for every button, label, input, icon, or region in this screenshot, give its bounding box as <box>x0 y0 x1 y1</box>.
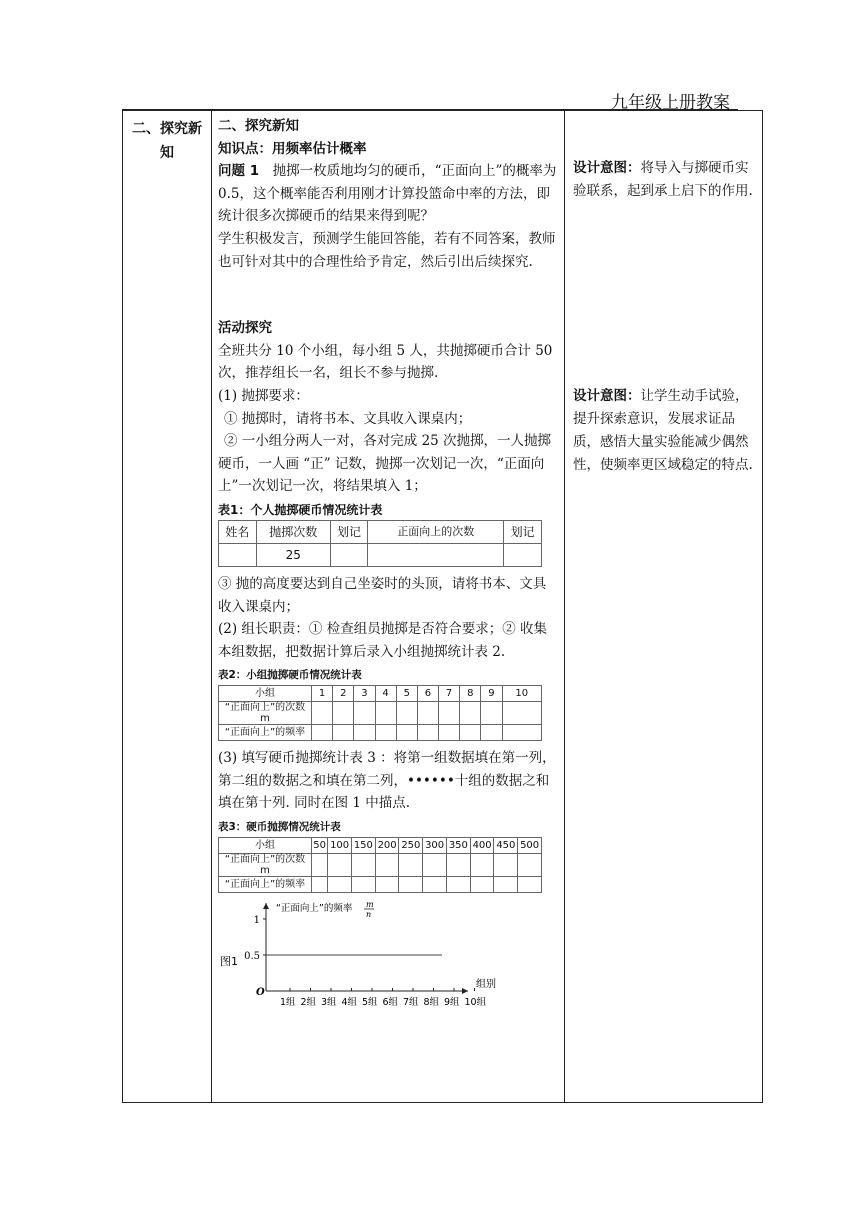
knowledge-point: 知识点：用频率估计概率 <box>218 140 367 157</box>
table1-header-cell: 正面向上的次数 <box>368 520 504 543</box>
table2-column-header: 10 <box>502 686 541 702</box>
table2-column-header: 6 <box>417 686 438 702</box>
table2-row2-label: “正面向上”的频率 <box>219 725 312 741</box>
y-tick-label: 0.5 <box>244 951 260 963</box>
x-tick-label: 1组 <box>280 997 296 1009</box>
table3 <box>218 837 542 893</box>
question-1-text: 抛掷一枚质地均匀的硬币，“正面向上”的概率为 0.5，这个概率能否利用刚才计算投篮命中率的方法，即统计很多次掷硬币的结果来得到呢？ <box>218 163 557 225</box>
table3-column-header: 250 <box>399 838 423 854</box>
table2-header-label: 小组 <box>219 686 312 702</box>
table3-column-header: 200 <box>375 838 399 854</box>
design-intent-1-text: 将导入与掷硬币实验联系，起到承上启下的作用. <box>573 160 753 199</box>
table2-cell <box>439 725 460 741</box>
table2-cell <box>333 702 354 725</box>
table2-column-header: 2 <box>333 686 354 702</box>
section-title: 二、探究新知 <box>218 118 299 134</box>
question-1-answer: 学生积极发言，预测学生能回答能，若有不同答案，教师也可针对其中的合理性给予肯定，然后引出后续探究. <box>218 230 556 270</box>
table3-cell <box>328 854 352 877</box>
design-intent-2 <box>573 385 758 477</box>
table3-cell <box>399 854 423 877</box>
table1-header-cell: 姓名 <box>219 520 257 543</box>
table2-column-header: 3 <box>354 686 375 702</box>
table2-cell <box>354 725 375 741</box>
table3-cell <box>399 877 423 893</box>
x-tick-label: 4组 <box>341 997 358 1009</box>
design-intent-2-label: 设计意图： <box>573 388 641 404</box>
table3-cell <box>312 854 328 877</box>
table2-cell <box>312 702 333 725</box>
table3-cell <box>351 854 375 877</box>
table3-header-label: 小组 <box>219 838 312 854</box>
table3-column-header: 50 <box>312 838 328 854</box>
table3-cell <box>446 854 470 877</box>
x-tick-label: 7组 <box>403 997 419 1009</box>
table3-cell <box>423 877 447 893</box>
table2-cell <box>439 702 460 725</box>
stage-label-line1: 二、探究新 <box>132 121 202 137</box>
requirement-2: ② 一小组分两人一对，各对完成 25 次抛掷，一人抛掷硬币，一人画 “正” 记数，抛掷一次划记一次，“正面向上”一次划记一次，将结果填入 1； <box>218 433 552 495</box>
y-axis-arrow <box>263 903 269 909</box>
table3-cell <box>351 877 375 893</box>
design-intent-1 <box>573 157 758 203</box>
table2-column-header: 9 <box>481 686 502 702</box>
leader-duty: (2) 组长职责：① 检查组员抛掷是否符合要求；② 收集本组数据，把数据计算后录入小组抛掷统计表 2. <box>218 621 547 660</box>
activity-intro: 全班共分 10 个小组，每小组 5 人，共抛掷硬币合计 50 次，推荐组长一名，组长不参与抛掷. <box>218 342 553 382</box>
table2-cell <box>460 725 481 741</box>
y-frac-denominator: n <box>366 910 372 920</box>
table2-cell <box>417 725 438 741</box>
requirement-1: ① 抛掷时，请将书本、文具收入课桌内； <box>224 410 472 427</box>
table1-cell <box>330 543 368 566</box>
table3-cell <box>470 877 494 893</box>
table2-cell <box>375 725 396 741</box>
table1-caption: 表1：个人抛掷硬币情况统计表 <box>218 502 383 517</box>
x-tick-label: 3组 <box>321 997 337 1009</box>
stage-cell <box>123 111 212 1103</box>
table2-row1-label: “正面向上”的次数 m <box>219 702 312 725</box>
y-tick-label: 1 <box>253 915 260 927</box>
design-cell <box>565 111 763 1103</box>
table3-cell <box>375 877 399 893</box>
table2-column-header: 7 <box>439 686 460 702</box>
table3-cell <box>518 854 542 877</box>
figure-label: 图1 <box>220 955 238 969</box>
table3-caption: 表3：硬币抛掷情况统计表 <box>218 821 341 834</box>
figure-1 <box>218 899 548 1011</box>
figure-1-svg <box>218 899 548 1011</box>
requirements-title: (1) 抛掷要求： <box>218 387 309 404</box>
table3-column-header: 450 <box>494 838 518 854</box>
table3-row2-label: “正面向上”的频率 <box>219 877 312 893</box>
stage-label-line2: 知 <box>160 145 174 161</box>
page-header-title: 九年级上册教案 <box>611 93 730 113</box>
x-tick-label: 6组 <box>382 997 399 1009</box>
table2-cell <box>354 702 375 725</box>
table3-row1-label: “正面向上”的次数 m <box>219 854 312 877</box>
x-axis-title: 组别 <box>476 979 496 991</box>
table2-caption: 表2：小组抛掷硬币情况统计表 <box>218 669 362 682</box>
table3-cell <box>423 854 447 877</box>
table3-cell <box>328 877 352 893</box>
table2-cell <box>333 725 354 741</box>
table3-cell <box>470 854 494 877</box>
table2-cell <box>502 725 541 741</box>
design-intent-1-label: 设计意图： <box>573 160 641 176</box>
table2 <box>218 685 542 741</box>
x-tick-label: 10组 <box>464 997 487 1009</box>
table3-column-header: 100 <box>328 838 352 854</box>
table2-cell <box>502 702 541 725</box>
table1-cell: 25 <box>256 543 330 566</box>
table1-cell <box>368 543 504 566</box>
table1-header-cell: 抛掷次数 <box>256 520 330 543</box>
table3-cell <box>446 877 470 893</box>
requirement-3: ③ 抛的高度要达到自己坐姿时的头顶，请将书本、文具收入课桌内； <box>218 575 547 615</box>
table3-column-header: 300 <box>423 838 447 854</box>
lesson-plan-table <box>122 110 763 1103</box>
table2-cell <box>460 702 481 725</box>
origin-label: O <box>256 987 265 999</box>
x-tick-label: 9组 <box>444 997 460 1009</box>
table2-cell <box>417 702 438 725</box>
question-1 <box>218 160 559 228</box>
table2-cell <box>396 725 417 741</box>
y-frac-numerator: m <box>366 900 374 910</box>
table3-column-header: 150 <box>351 838 375 854</box>
table2-cell <box>396 702 417 725</box>
question-1-label: 问题 1 <box>218 163 260 180</box>
table1 <box>218 520 542 567</box>
table2-cell <box>481 702 502 725</box>
table3-cell <box>312 877 328 893</box>
design-intent-2-text: 让学生动手试验，提升探索意识，发展求证品质，感悟大量实验能减少偶然性，使频率更区域稳定的特点. <box>573 388 753 473</box>
table2-column-header: 5 <box>396 686 417 702</box>
table3-cell <box>494 854 518 877</box>
table1-cell <box>219 543 257 566</box>
x-tick-label: 5组 <box>362 997 378 1009</box>
table3-cell <box>494 877 518 893</box>
activity-title: 活动探究 <box>218 320 272 337</box>
table2-cell <box>312 725 333 741</box>
table2-column-header: 8 <box>460 686 481 702</box>
x-tick-label: 2组 <box>300 997 317 1009</box>
table3-cell <box>518 877 542 893</box>
y-axis-title: “正面向上”的频率 <box>276 903 353 915</box>
table2-cell <box>375 702 396 725</box>
table3-column-header: 400 <box>470 838 494 854</box>
x-axis-arrow <box>462 988 468 994</box>
table2-column-header: 1 <box>312 686 333 702</box>
x-tick-label: 8组 <box>423 997 440 1009</box>
table2-cell <box>481 725 502 741</box>
table3-column-header: 350 <box>446 838 470 854</box>
table1-cell <box>504 543 542 566</box>
step-3: (3) 填写硬币抛掷统计表 3 ：将第一组数据填在第一列，第二组的数据之和填在第二列，••••••十组的数据之和填在第十列. 同时在图 1 中描点. <box>218 750 556 812</box>
table3-cell <box>375 854 399 877</box>
table1-header-cell: 划记 <box>504 520 542 543</box>
table3-column-header: 500 <box>518 838 542 854</box>
table1-header-cell: 划记 <box>330 520 368 543</box>
content-cell <box>212 111 565 1103</box>
table2-column-header: 4 <box>375 686 396 702</box>
